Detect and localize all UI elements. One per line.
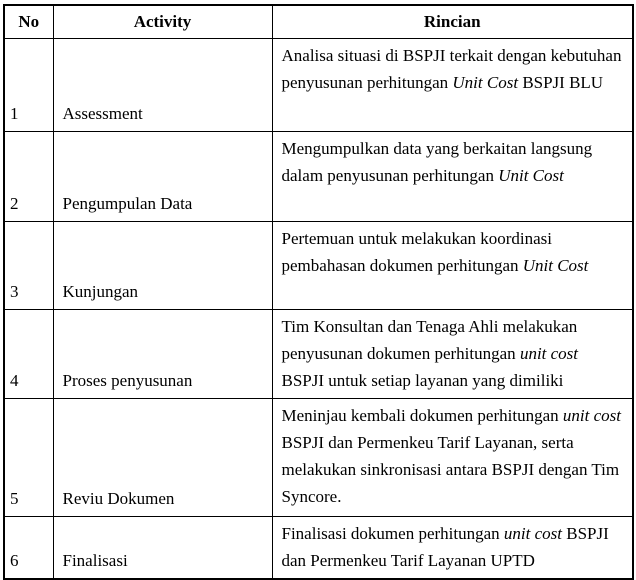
activity-cell: Pengumpulan Data [53, 131, 272, 221]
header-rincian: Rincian [272, 5, 633, 38]
rincian-cell: Mengumpulkan data yang berkaitan langsung dalam penyusunan perhitungan Unit Cost [272, 131, 633, 221]
table-row [4, 309, 633, 398]
header-no: No [4, 5, 53, 38]
activity-cell: Assessment [53, 38, 272, 131]
header-activity: Activity [53, 5, 272, 38]
table-row [4, 516, 633, 579]
header-row [4, 5, 633, 38]
rincian-cell: Meninjau kembali dokumen perhitungan unit cost BSPJI dan Permenkeu Tarif Layanan, serta melakukan sinkronisasi antara BSPJI dengan Tim Syncore. [272, 398, 633, 516]
activity-cell: Finalisasi [53, 516, 272, 579]
table-row [4, 131, 633, 221]
rincian-cell: Finalisasi dokumen perhitungan unit cost BSPJI dan Permenkeu Tarif Layanan UPTD [272, 516, 633, 579]
rincian-cell: Tim Konsultan dan Tenaga Ahli melakukan penyusunan dokumen perhitungan unit cost BSPJI untuk setiap layanan yang dimiliki [272, 309, 633, 398]
no-cell: 2 [4, 131, 53, 221]
table-row [4, 38, 633, 131]
activity-table [3, 4, 634, 580]
activity-cell: Reviu Dokumen [53, 398, 272, 516]
rincian-cell: Analisa situasi di BSPJI terkait dengan kebutuhan penyusunan perhitungan Unit Cost BSPJI BLU [272, 38, 633, 131]
activity-cell: Kunjungan [53, 221, 272, 309]
activity-cell: Proses penyusunan [53, 309, 272, 398]
table-row [4, 398, 633, 516]
no-cell: 1 [4, 38, 53, 131]
no-cell: 6 [4, 516, 53, 579]
no-cell: 4 [4, 309, 53, 398]
rincian-cell: Pertemuan untuk melakukan koordinasi pembahasan dokumen perhitungan Unit Cost [272, 221, 633, 309]
no-cell: 5 [4, 398, 53, 516]
no-cell: 3 [4, 221, 53, 309]
table-row [4, 221, 633, 309]
